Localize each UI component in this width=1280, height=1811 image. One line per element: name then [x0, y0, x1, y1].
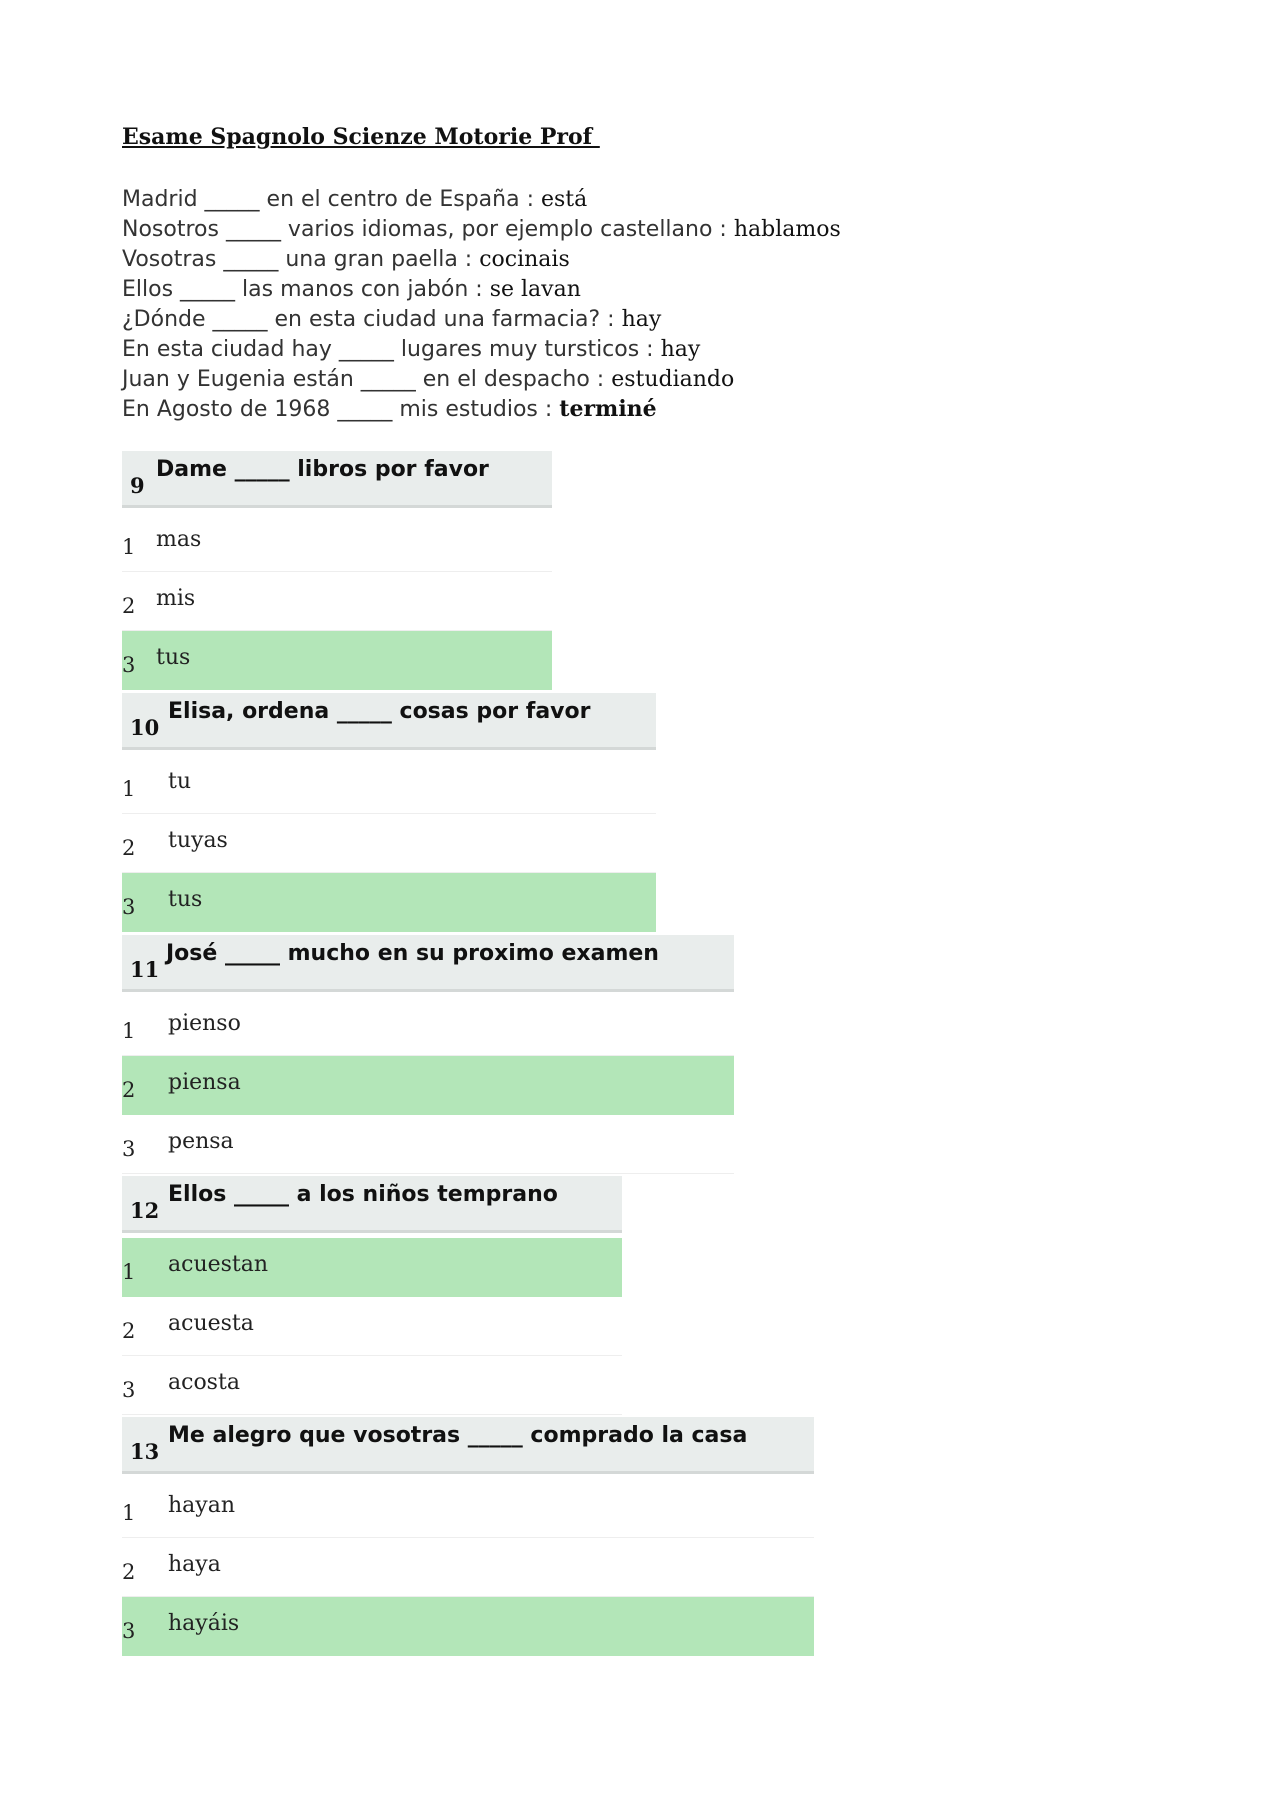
question-header — [122, 451, 552, 508]
option-text: piensa — [168, 1070, 241, 1095]
fill-line — [122, 274, 841, 304]
option-number: 2 — [122, 1078, 136, 1102]
question-header — [122, 693, 656, 750]
option-text: acuestan — [168, 1252, 269, 1277]
option-number: 3 — [122, 1619, 136, 1643]
option-number: 1 — [122, 1260, 136, 1284]
question-header — [122, 1176, 622, 1233]
option-number: 2 — [122, 594, 136, 618]
option-number: 2 — [122, 836, 136, 860]
question-header — [122, 935, 734, 992]
answer-option[interactable] — [122, 873, 656, 932]
answer-option[interactable] — [122, 513, 552, 572]
question-header — [122, 1417, 814, 1474]
option-number: 3 — [122, 1378, 136, 1402]
fill-line — [122, 334, 841, 364]
answer-option[interactable] — [122, 572, 552, 631]
option-text: tuyas — [168, 828, 228, 853]
question-block-11 — [122, 935, 734, 1174]
fill-line-question: ¿Dónde _____ en esta ciudad una farmacia? : — [122, 307, 622, 332]
answer-option[interactable] — [122, 1238, 622, 1297]
fill-line — [122, 244, 841, 274]
fill-line-question: Nosotros _____ varios idiomas, por ejemplo castellano : — [122, 217, 734, 242]
option-text: hayáis — [168, 1611, 240, 1636]
option-number: 3 — [122, 1137, 136, 1161]
fill-line-answer: terminé — [559, 396, 657, 422]
option-number: 3 — [122, 895, 136, 919]
fill-line-answer: estudiando — [611, 367, 735, 392]
fill-line-question: En esta ciudad hay _____ lugares muy tursticos : — [122, 337, 661, 362]
option-text: acosta — [168, 1370, 240, 1395]
fill-line-question: Vosotras _____ una gran paella : — [122, 247, 480, 272]
option-text: pienso — [168, 1011, 241, 1036]
question-block-12 — [122, 1176, 622, 1415]
option-text: mas — [156, 527, 202, 552]
option-number: 1 — [122, 1019, 136, 1043]
answer-option[interactable] — [122, 1538, 814, 1597]
option-text: acuesta — [168, 1311, 254, 1336]
fill-in-lines — [122, 184, 841, 424]
question-text: José _____ mucho en su proximo examen — [166, 941, 659, 966]
answer-option[interactable] — [122, 1597, 814, 1656]
document-title: Esame Spagnolo Scienze Motorie Prof — [122, 124, 600, 150]
fill-line-answer: cocinais — [479, 247, 570, 272]
fill-line-answer: hay — [660, 337, 701, 362]
fill-line-question: Madrid _____ en el centro de España : — [122, 187, 541, 212]
fill-line-answer: está — [541, 187, 588, 212]
question-number: 11 — [130, 957, 160, 982]
question-text: Elisa, ordena _____ cosas por favor — [168, 699, 591, 724]
answer-option[interactable] — [122, 1115, 734, 1174]
answer-option[interactable] — [122, 1297, 622, 1356]
fill-line-question: Ellos _____ las manos con jabón : — [122, 277, 490, 302]
question-text: Ellos _____ a los niños temprano — [168, 1182, 558, 1207]
answer-option[interactable] — [122, 814, 656, 873]
question-number: 12 — [130, 1198, 160, 1223]
question-number: 13 — [130, 1439, 160, 1464]
option-number: 1 — [122, 777, 136, 801]
answer-option[interactable] — [122, 631, 552, 690]
answer-option[interactable] — [122, 1356, 622, 1415]
option-text: tus — [168, 887, 203, 912]
option-text: haya — [168, 1552, 221, 1577]
option-number: 1 — [122, 535, 136, 559]
question-block-13 — [122, 1417, 814, 1656]
fill-line-question: En Agosto de 1968 _____ mis estudios : — [122, 397, 560, 422]
fill-line — [122, 364, 841, 394]
fill-line — [122, 394, 841, 424]
question-number: 10 — [130, 715, 160, 740]
option-number: 2 — [122, 1319, 136, 1343]
option-text: pensa — [168, 1129, 234, 1154]
question-block-10 — [122, 693, 656, 932]
option-text: tu — [168, 769, 192, 794]
question-text: Dame _____ libros por favor — [156, 457, 489, 482]
option-text: mis — [156, 586, 196, 611]
answer-option[interactable] — [122, 1056, 734, 1115]
option-number: 2 — [122, 1560, 136, 1584]
fill-line — [122, 304, 841, 334]
fill-line-answer: hay — [621, 307, 662, 332]
fill-line-answer: hablamos — [733, 217, 841, 242]
answer-option[interactable] — [122, 755, 656, 814]
answer-option[interactable] — [122, 1479, 814, 1538]
question-block-9 — [122, 451, 552, 690]
answer-option[interactable] — [122, 997, 734, 1056]
question-number: 9 — [130, 473, 145, 498]
fill-line — [122, 184, 841, 214]
fill-line-question: Juan y Eugenia están _____ en el despacho : — [122, 367, 612, 392]
question-text: Me alegro que vosotras _____ comprado la casa — [168, 1423, 748, 1448]
option-text: tus — [156, 645, 191, 670]
option-number: 3 — [122, 653, 136, 677]
option-number: 1 — [122, 1501, 136, 1525]
option-text: hayan — [168, 1493, 235, 1518]
fill-line-answer: se lavan — [489, 277, 581, 302]
fill-line — [122, 214, 841, 244]
